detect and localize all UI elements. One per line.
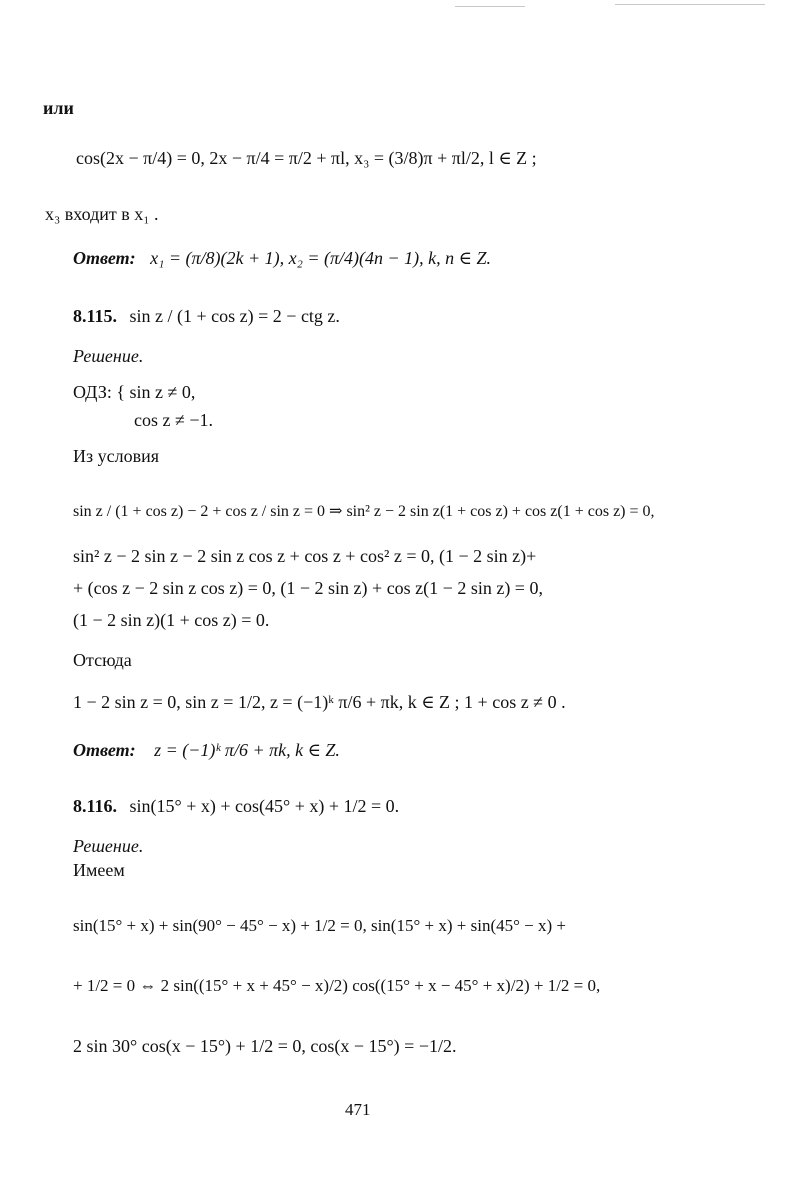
- formula-line: (1 − 2 sin z)(1 + cos z) = 0.: [73, 610, 270, 630]
- answer-line: [73, 246, 491, 270]
- problem-number: 8.115.: [73, 306, 118, 326]
- text-line: Имеем: [73, 860, 125, 880]
- domain-line: ОДЗ: { sin z ≠ 0,: [73, 382, 196, 402]
- formula-line: 2 sin 30° cos(x − 15°) + 1/2 = 0, cos(x − 15°) = −1/2.: [73, 1036, 457, 1056]
- answer-label: Ответ:: [73, 248, 136, 268]
- formula-line: sin z / (1 + cos z) − 2 + cos z / sin z = 0 ⇒ sin² z − 2 sin z(1 + cos z) + cos z(1 + cos z) = 0,: [73, 503, 655, 520]
- text-line: или: [43, 98, 74, 118]
- answer-line: [73, 738, 340, 762]
- answer-label: Ответ:: [73, 740, 136, 760]
- formula-line: sin² z − 2 sin z − 2 sin z cos z + cos z + cos² z = 0, (1 − 2 sin z)+: [73, 546, 537, 566]
- text-line: x₃ входит в x₁ .: [45, 204, 159, 224]
- formula-line: + 1/2 = 0 ⇔ 2 sin((15° + x + 45° − x)/2) cos((15° + x − 45° + x)/2) + 1/2 = 0,: [73, 976, 601, 995]
- problem-formula: sin z / (1 + cos z) = 2 − ctg z.: [129, 306, 340, 326]
- answer-formula: z = (−1)ᵏ π/6 + πk, k ∈ Z.: [154, 740, 340, 760]
- problem-line: [73, 794, 399, 818]
- text-line: Отсюда: [73, 650, 132, 670]
- page-number: 471: [345, 1100, 371, 1119]
- problem-formula: sin(15° + x) + cos(45° + x) + 1/2 = 0.: [129, 796, 400, 816]
- text-line: Из условия: [73, 446, 159, 466]
- formula-line: 1 − 2 sin z = 0, sin z = 1/2, z = (−1)ᵏ π/6 + πk, k ∈ Z ; 1 + cos z ≠ 0 .: [73, 692, 566, 712]
- formula-line: sin(15° + x) + sin(90° − 45° − x) + 1/2 = 0, sin(15° + x) + sin(45° − x) +: [73, 916, 566, 935]
- formula-line: cos(2x − π/4) = 0, 2x − π/4 = π/2 + πl, x₃ = (3/8)π + πl/2, l ∈ Z ;: [76, 148, 537, 168]
- answer-formula: x₁ = (π/8)(2k + 1), x₂ = (π/4)(4n − 1), k, n ∈ Z.: [150, 248, 491, 268]
- section-heading: Решение.: [73, 836, 144, 856]
- scan-artifact-line: [615, 4, 765, 5]
- domain-line: cos z ≠ −1.: [134, 410, 214, 430]
- problem-number: 8.116.: [73, 796, 118, 816]
- problem-line: [73, 304, 340, 328]
- section-heading: Решение.: [73, 346, 144, 366]
- formula-line: + (cos z − 2 sin z cos z) = 0, (1 − 2 sin z) + cos z(1 − 2 sin z) = 0,: [73, 578, 543, 598]
- scan-artifact-line: [455, 6, 525, 7]
